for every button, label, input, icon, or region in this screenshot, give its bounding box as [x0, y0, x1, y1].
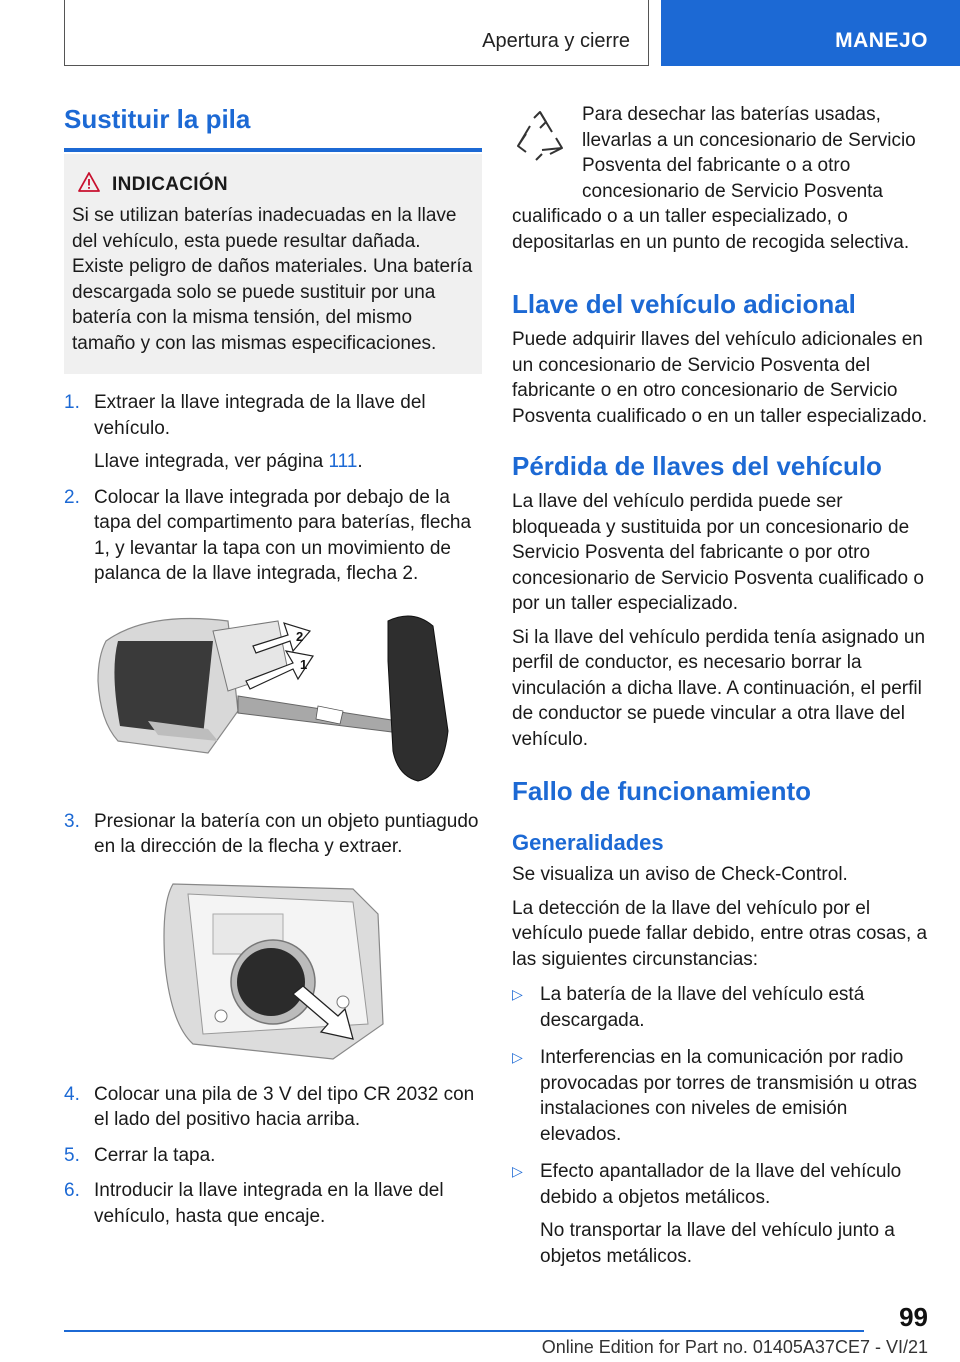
step-number: 1. — [64, 392, 80, 413]
header-chapter-label: MANEJO — [835, 29, 928, 52]
list-item-text: Interferencias en la comunicación por radio provocadas por torres de transmisión u otras instalaciones con niveles de emisión elevados. — [540, 1047, 918, 1145]
step-text: Presionar la batería con un objeto puntiagudo en la dirección de la flecha y extraer. — [94, 810, 479, 857]
list-item-subtext: No transportar la llave del vehículo junto a objetos metálicos. — [540, 1220, 895, 1267]
step-number: 5. — [64, 1144, 80, 1166]
header-chapter-tab[interactable] — [661, 0, 960, 66]
list-item-text: La batería de la llave del vehículo está descargada. — [540, 984, 865, 1031]
triangle-bullet-icon: ▷ — [512, 986, 523, 1002]
step-item — [64, 1178, 482, 1229]
arrow-label-2: 2 — [296, 628, 304, 644]
step-item — [64, 1082, 482, 1133]
section-title-battery: Sustituir la pila — [64, 104, 251, 134]
step-text: Colocar la llave integrada por debajo de la tapa del compartimento para baterías, flecha 1, y levantar la tapa con un movimiento de palanca de la llave integrada, flecha 2. — [94, 486, 472, 584]
lost-keys-text-2: Si la llave del vehículo perdida tenía asignado un perfil de conductor, es necesario borrar la vinculación a dicha llave. A continuación, el perfil de conductor se puede vincular a otra llave del vehículo. — [512, 626, 926, 750]
list-item-text: Efecto apantallador de la llave del vehículo debido a objetos metálicos. — [540, 1161, 902, 1208]
right-column — [512, 102, 928, 1281]
step-text: Extraer la llave integrada de la llave del vehículo. — [94, 392, 426, 439]
header-section-box — [64, 0, 649, 66]
step-number: 4. — [64, 1083, 80, 1105]
spare-key-text: Puede adquirir llaves del vehículo adicionales en un concesionario de Servicio Posventa del fabricante o en otro concesionario de Servicio Posventa cualificado o en un taller especializado. — [512, 329, 928, 427]
step-number: 2. — [64, 486, 80, 508]
steps-list-a — [64, 390, 482, 587]
figure-key-open-cover — [64, 601, 482, 791]
step-item — [64, 809, 482, 860]
left-column — [64, 102, 482, 1239]
steps-list-c — [64, 1082, 482, 1230]
steps-list-b — [64, 809, 482, 860]
list-item — [512, 1159, 928, 1269]
footer-edition: Online Edition for Part no. 01405A37CE7 - VI/21 — [541, 1337, 928, 1357]
step-number: 6. — [64, 1180, 80, 1201]
list-item — [512, 982, 928, 1033]
lost-keys-text-1: La llave del vehículo perdida puede ser bloqueada y sustituida por un concesionario de Servicio Posventa del fabricante o por otro concesionario de Servicio Posventa cualificado o por un taller especializado. — [512, 491, 924, 614]
notice-box — [64, 154, 482, 374]
malfunction-text-2: La detección de la llave del vehículo por el vehículo puede fallar debido, entre otras cosas, a las siguientes circunstancias: — [512, 897, 928, 970]
triangle-bullet-icon: ▷ — [512, 1163, 523, 1179]
recycle-text: Para desechar las baterías usadas, llevarlas a un concesionario de Servicio Posventa del fabricante o a otro concesionario de Servicio Posventa cualificado o a un taller especializado, o depositarlas en un punto de recogida selectiva. — [512, 104, 916, 253]
page-reference-link[interactable]: 111 — [328, 451, 358, 472]
notice-text: Si se utilizan baterías inadecuadas en la llave del vehículo, esta puede resultar dañada. Existe peligro de daños materiales. Una batería descargada solo se puede sustituir por una batería con la misma tensión, del mismo tamaño y con las mismas especificaciones. — [72, 205, 473, 354]
step-text: Cerrar la tapa. — [94, 1144, 216, 1166]
step-item — [64, 1143, 482, 1169]
step-text: Introducir la llave integrada en la llave del vehículo, hasta que encaje. — [94, 1180, 444, 1227]
header-section-title: Apertura y cierre — [482, 30, 630, 52]
circumstances-list — [512, 982, 928, 1269]
notice-title: INDICACIÓN — [112, 173, 228, 195]
warning-triangle-icon — [78, 172, 100, 197]
step-item — [64, 390, 482, 475]
footer-rule — [64, 1330, 864, 1332]
triangle-bullet-icon: ▷ — [512, 1049, 523, 1065]
step-subtext: Llave integrada, ver página 111. — [94, 451, 363, 472]
step-text: Colocar una pila de 3 V del tipo CR 2032 con el lado del positivo hacia arriba. — [94, 1083, 475, 1130]
recycle-note — [512, 102, 928, 255]
list-item — [512, 1045, 928, 1147]
figure-battery-compartment — [64, 874, 482, 1064]
subsection-title-general: Generalidades — [512, 830, 664, 855]
section-title-lost-keys: Pérdida de llaves del vehículo — [512, 451, 882, 481]
arrow-label-1: 1 — [300, 656, 308, 672]
step-item — [64, 485, 482, 587]
malfunction-text-1: Se visualiza un aviso de Check-Control. — [512, 864, 848, 885]
page-number: 99 — [899, 1302, 928, 1332]
title-rule — [64, 148, 482, 152]
recycle-icon — [512, 102, 578, 180]
section-title-malfunction: Fallo de funcionamiento — [512, 776, 812, 806]
section-title-spare-key: Llave del vehículo adicional — [512, 289, 856, 319]
step-number: 3. — [64, 810, 80, 832]
